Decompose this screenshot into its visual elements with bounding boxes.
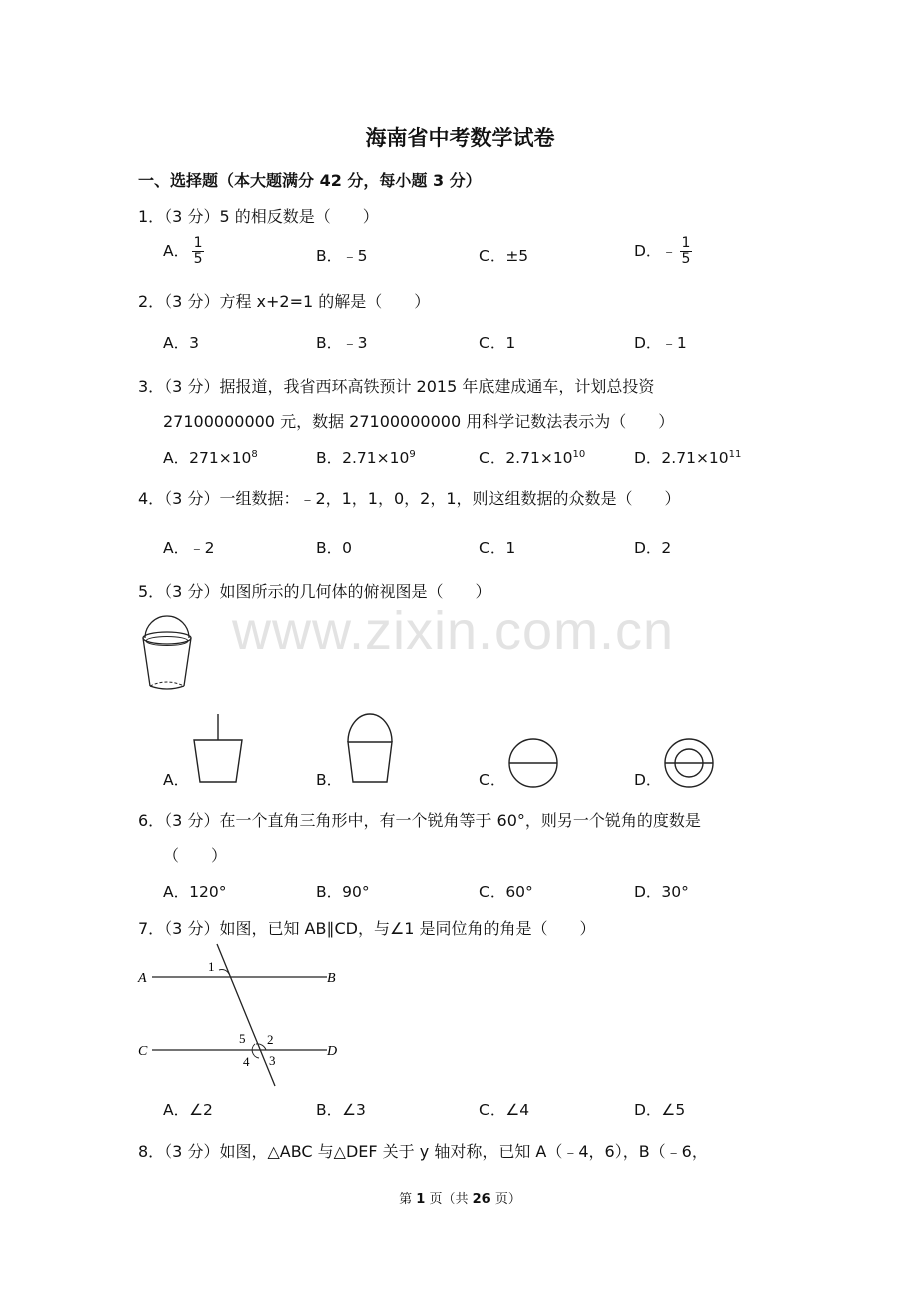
option-c-shape [506,736,560,790]
label-d: D [327,1044,338,1059]
q2-option-d: D．﹣1 [634,334,687,352]
question-2: 2．（3 分）方程 x+2=1 的解是（ ） [138,292,431,311]
q4-option-c: C．1 [479,539,516,557]
label-b: B [327,971,336,986]
fraction: $\frac{1}{5}$ [193,235,203,267]
q7-option-d: D．∠5 [634,1101,686,1119]
q1-option-d: D．﹣ $\frac{1}{5}$ [634,235,691,267]
q1-option-b: B．﹣5 [316,247,368,265]
question-3-line-2: 27100000000 元，数据 27100000000 用科学记数法表示为（ ） [163,412,675,431]
option-a-shape [190,712,246,784]
option-b-shape [344,712,396,784]
question-5: 5．（3 分）如图所示的几何体的俯视图是（ ） [138,582,492,601]
q3-option-a: A．$271\times 10^8$ [163,448,258,467]
q4-option-b: B．0 [316,539,352,557]
q3-option-b: B．$2.71\times 10^9$ [316,448,416,467]
q6-option-a: A．120° [163,883,227,901]
q6-option-b: B．90° [316,883,370,901]
question-1: 1．（3 分）5 的相反数是（ ） [138,207,379,226]
label-c: C [138,1044,148,1059]
q6-option-d: D．30° [634,883,689,901]
question-6: 6．（3 分）在一个直角三角形中，有一个锐角等于 60°，则另一个锐角的度数是 [138,811,701,830]
section-heading: 一、选择题（本大题满分 42 分，每小题 3 分） [138,171,482,190]
q2-option-c: C．1 [479,334,516,352]
q5-option-c: C． [479,771,506,789]
q7-option-a: A．∠2 [163,1101,213,1119]
angle-3-label: 3 [269,1053,276,1068]
q1-option-a: A． $\frac{1}{5}$ [163,235,203,267]
angle-5-label: 5 [239,1031,246,1046]
page-title: 海南省中考数学试卷 [365,126,555,150]
question-6-line-2: （ ） [163,846,228,865]
q5-option-b: B． [316,771,343,789]
q4-option-a: A．﹣2 [163,539,215,557]
bucket-figure [135,610,200,695]
q2-option-a: A．3 [163,334,199,352]
question-7: 7．（3 分）如图，已知 AB∥CD，与∠1 是同位角的角是（ ） [138,919,596,938]
fraction: $\frac{1}{5}$ [681,235,691,267]
q7-option-c: C．∠4 [479,1101,530,1119]
parallel-lines-figure [135,940,350,1090]
q6-option-c: C．60° [479,883,533,901]
q2-option-b: B．﹣3 [316,334,368,352]
option-d-shape [662,736,716,790]
angle-2-label: 2 [267,1032,274,1047]
watermark: www.zixin.com.cn [232,601,675,661]
page-footer: 第 1 页（共 26 页） [399,1192,521,1207]
q3-option-d: D．$2.71\times 10^{11}$ [634,448,742,467]
q3-option-c: C．$2.71\times 10^{10}$ [479,448,586,467]
q4-option-d: D．2 [634,539,672,557]
angle-1-label: 1 [208,959,215,974]
q1-option-c: C．±5 [479,247,529,265]
label-a: A [138,971,147,986]
question-4: 4．（3 分）一组数据：﹣2，1，1，0，2，1，则这组数据的众数是（ ） [138,489,681,508]
angle-4-label: 4 [243,1054,250,1069]
q5-option-d: D． [634,771,662,789]
q5-option-a: A． [163,771,190,789]
q7-option-b: B．∠3 [316,1101,366,1119]
question-3: 3．（3 分）据报道，我省西环高铁预计 2015 年底建成通车，计划总投资 [138,377,655,396]
question-8: 8．（3 分）如图，△ABC 与△DEF 关于 y 轴对称，已知 A（﹣4，6），B（﹣6， [138,1142,708,1161]
